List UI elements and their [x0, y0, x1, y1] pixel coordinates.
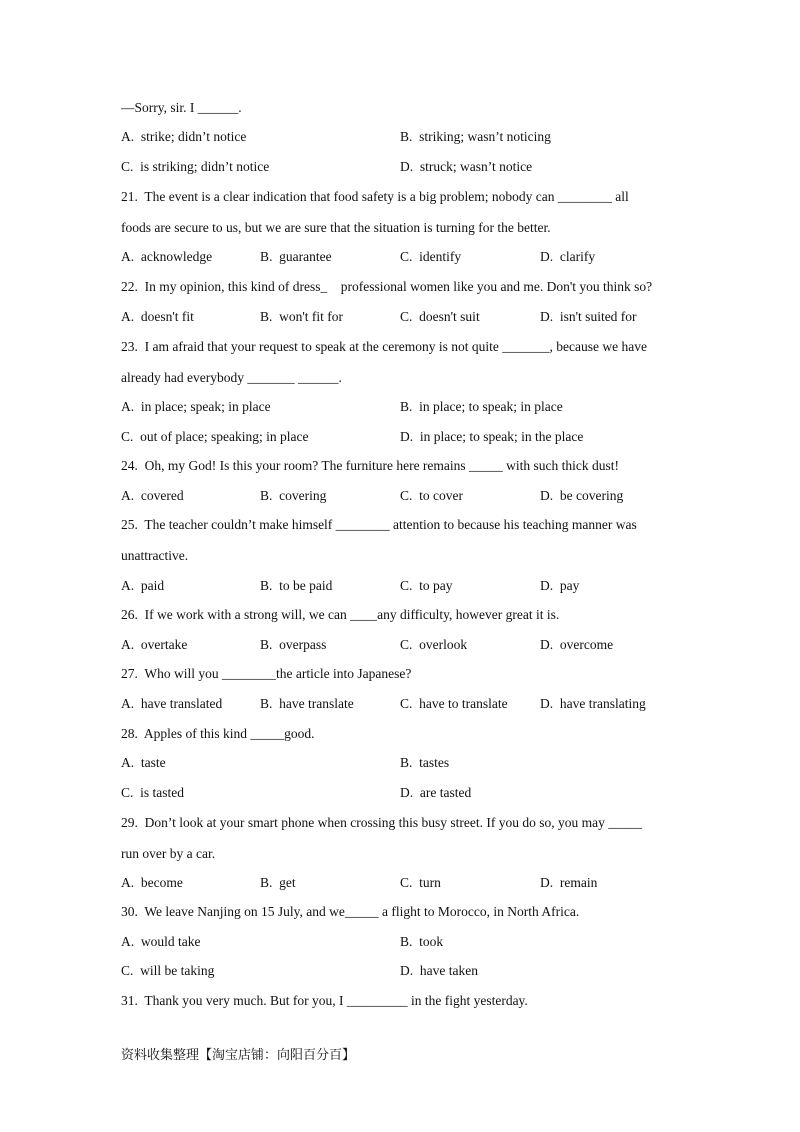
option-c: C. overlook — [400, 637, 468, 652]
option-d: D. isn't suited for — [540, 309, 637, 324]
option-d: D. overcome — [540, 637, 614, 652]
option-b: B. have translate — [260, 696, 354, 711]
option-c: C. to pay — [400, 578, 453, 593]
option-d: D. clarify — [540, 249, 596, 264]
option-b: B. striking; wasn’t noticing — [400, 129, 551, 144]
option-c: C. to cover — [400, 488, 463, 503]
option-b: B. to be paid — [260, 578, 333, 593]
option-b: B. took — [400, 934, 444, 949]
option-c: C. identify — [400, 249, 462, 264]
option-c: C. have to translate — [400, 696, 508, 711]
question-21-cont: foods are secure to us, but we are sure that the situation is turning for the better. — [121, 220, 551, 235]
option-c: C. is tasted — [121, 785, 184, 800]
question-line: —Sorry, sir. I ______. — [121, 100, 242, 115]
option-a: A. taste — [121, 755, 166, 770]
option-d: D. have taken — [400, 963, 478, 978]
option-a: A. in place; speak; in place — [121, 399, 271, 414]
option-b: B. in place; to speak; in place — [400, 399, 563, 414]
option-a: A. overtake — [121, 637, 188, 652]
option-c: C. turn — [400, 875, 441, 890]
option-d: D. pay — [540, 578, 580, 593]
option-b: B. get — [260, 875, 296, 890]
option-b: B. covering — [260, 488, 327, 503]
option-c: C. out of place; speaking; in place — [121, 429, 309, 444]
option-a: A. have translated — [121, 696, 223, 711]
option-a: A. strike; didn’t notice — [121, 129, 247, 144]
option-a: A. would take — [121, 934, 201, 949]
question-29: 29. Don’t look at your smart phone when crossing this busy street. If you do so, you may _____ — [121, 815, 642, 830]
option-d: D. in place; to speak; in the place — [400, 429, 584, 444]
option-c: C. doesn't suit — [400, 309, 480, 324]
option-d: D. remain — [540, 875, 598, 890]
option-a: A. paid — [121, 578, 165, 593]
question-26: 26. If we work with a strong will, we can ____any difficulty, however great it is. — [121, 607, 560, 622]
option-b: B. won't fit for — [260, 309, 344, 324]
footer-note: 资料收集整理【淘宝店铺：向阳百分百】 — [121, 1048, 356, 1063]
option-a: A. acknowledge — [121, 249, 213, 264]
option-d: D. struck; wasn’t notice — [400, 159, 533, 174]
question-27: 27. Who will you ________the article into Japanese? — [121, 666, 412, 681]
question-28: 28. Apples of this kind _____good. — [121, 726, 315, 741]
option-c: C. is striking; didn’t notice — [121, 159, 270, 174]
question-29-cont: run over by a car. — [121, 846, 216, 861]
question-30: 30. We leave Nanjing on 15 July, and we_____ a flight to Morocco, in North Africa. — [121, 904, 580, 919]
question-21: 21. The event is a clear indication that food safety is a big problem; nobody can ________ all — [121, 189, 629, 204]
question-24: 24. Oh, my God! Is this your room? The furniture here remains _____ with such thick dust! — [121, 458, 620, 473]
option-d: D. have translating — [540, 696, 646, 711]
option-d: D. are tasted — [400, 785, 472, 800]
option-c: C. will be taking — [121, 963, 215, 978]
option-a: A. become — [121, 875, 183, 890]
question-25: 25. The teacher couldn’t make himself ________ attention to because his teaching manner was — [121, 517, 637, 532]
option-a: A. doesn't fit — [121, 309, 194, 324]
question-22: 22. In my opinion, this kind of dress_ professional women like you and me. Don't you think so? — [121, 279, 653, 294]
question-23-cont: already had everybody _______ ______. — [121, 370, 342, 385]
question-23: 23. I am afraid that your request to speak at the ceremony is not quite _______, because we have — [121, 339, 647, 354]
option-b: B. tastes — [400, 755, 450, 770]
option-b: B. overpass — [260, 637, 327, 652]
option-d: D. be covering — [540, 488, 624, 503]
option-a: A. covered — [121, 488, 184, 503]
question-31: 31. Thank you very much. But for you, I _________ in the fight yesterday. — [121, 993, 528, 1008]
option-b: B. guarantee — [260, 249, 332, 264]
question-25-cont: unattractive. — [121, 548, 189, 563]
